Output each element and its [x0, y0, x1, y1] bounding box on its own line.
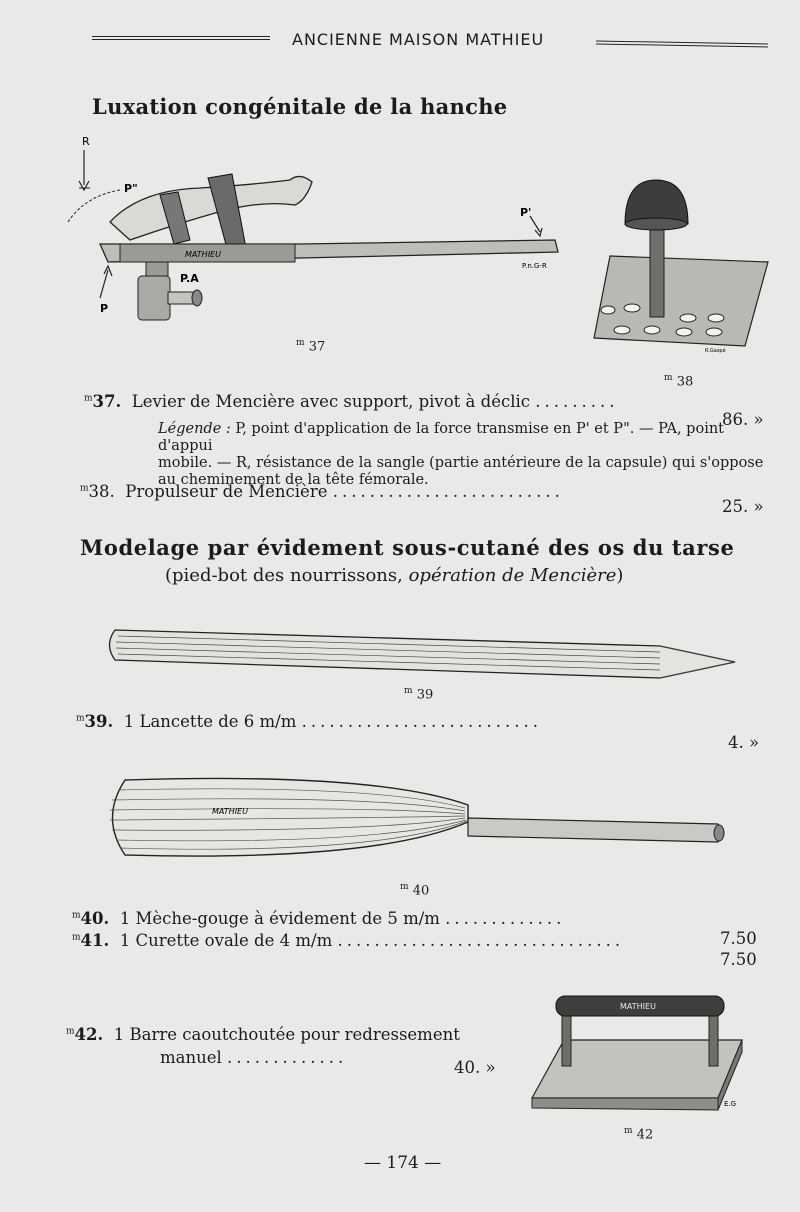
page-number: — 174 — — [364, 1153, 442, 1173]
section-title-tarse: Modelage par évidement sous-cutané des os du tarse — [80, 535, 735, 560]
running-title: ANCIENNE MAISON MATHIEU — [292, 30, 545, 49]
legend-37: Légende : P, point d'application de la force transmise en P' et P". — PA, point d'appui mobile. — R, résistance de la sangle (partie antérieure de la capsule) qui s'oppose au cheminement de la tête fémorale. — [158, 421, 764, 488]
signature-42: E.G — [724, 1100, 737, 1108]
price-40: 7.50 — [720, 929, 757, 948]
section-title-hip: Luxation congénitale de la hanche — [92, 94, 508, 119]
label-R: R — [82, 135, 90, 148]
signature-37: P.n.G-R — [522, 262, 547, 270]
brand-mathieu-42: MATHIEU — [620, 1002, 656, 1011]
label-P2: P" — [124, 182, 138, 195]
label-PA: P.A — [180, 272, 199, 285]
label-P1: P' — [520, 206, 532, 219]
caption-39: $^m$ 39 — [404, 686, 434, 703]
brand-mathieu-37: MATHIEU — [185, 250, 221, 259]
item-40: $^m$40. 1 Mèche-gouge à évidement de 5 m/m ............. — [72, 909, 566, 928]
item-41: $^m$41. 1 Curette ovale de 4 m/m ............................... — [72, 931, 625, 950]
item-38: $^m$38. Propulseur de Mencière ......................... — [80, 482, 564, 501]
caption-42: $^m$ 42 — [624, 1126, 654, 1143]
signature-38: R.Gaspé — [705, 348, 726, 354]
item-39: $^m$39. 1 Lancette de 6 m/m .......................... — [76, 712, 542, 731]
item-37: $^m$37. Levier de Mencière avec support, pivot à déclic ......... — [84, 392, 619, 411]
price-42: 40. » — [454, 1058, 496, 1077]
label-P: P — [100, 302, 109, 315]
price-39: 4. » — [728, 733, 760, 752]
price-37: 86. » — [722, 410, 764, 429]
caption-38: $^m$ 38 — [664, 373, 694, 390]
item-42-continued: manuel ............. — [160, 1048, 348, 1067]
section-subtitle: (pied-bot des nourrissons, opération de Mencière) — [165, 565, 624, 586]
caption-40: $^m$ 40 — [400, 882, 430, 899]
price-41: 7.50 — [720, 950, 757, 969]
price-38: 25. » — [722, 497, 764, 516]
brand-mathieu-40: MATHIEU — [212, 807, 248, 816]
caption-37: $^m$ 37 — [296, 338, 326, 355]
item-42: $^m$42. 1 Barre caoutchoutée pour redressement — [66, 1025, 460, 1044]
